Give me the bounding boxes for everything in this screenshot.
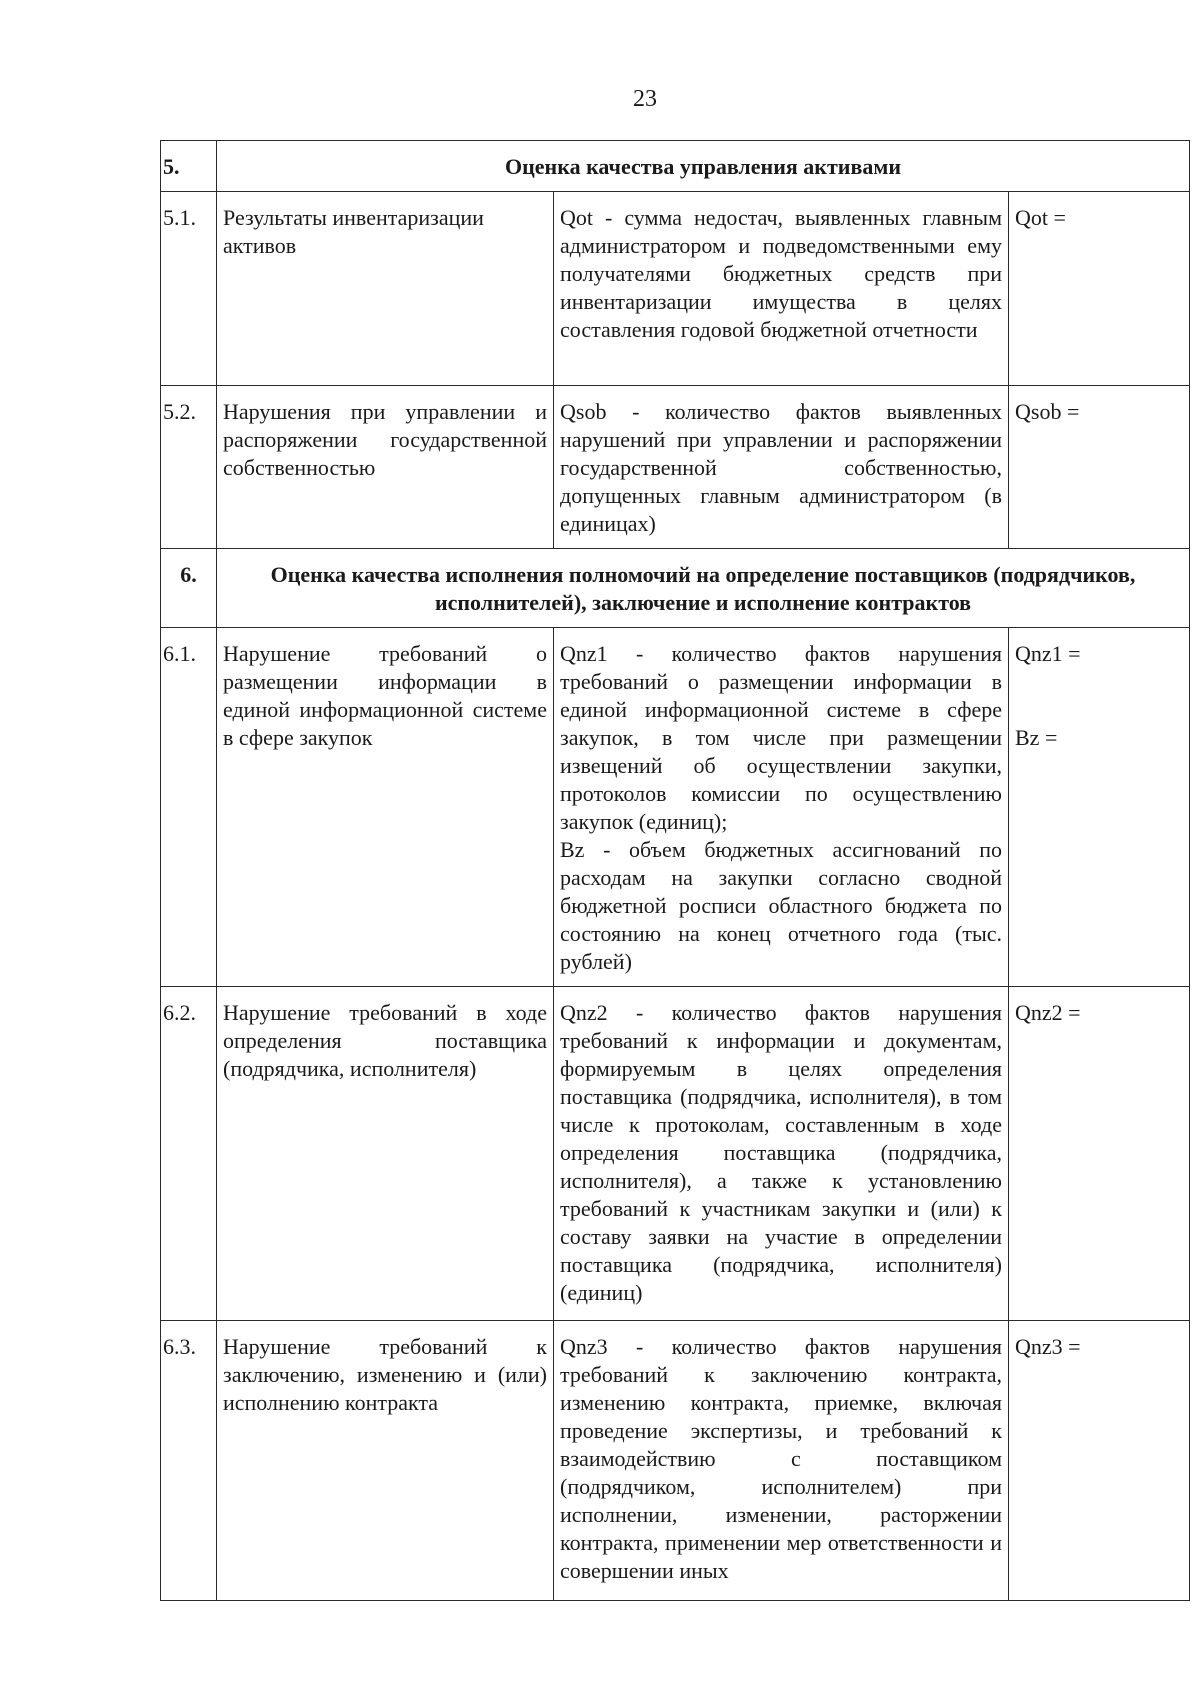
table-row	[161, 1321, 1190, 1601]
indicator-description: Qnz3 - количество фактов нарушения требований к заключению контракта, изменению контракта, приемке, включая проведение экспертизы, и требований к взаимодействию с поставщиком (подрядчиком, исполнителем) при исполнении, изменении, расторжении контракта, применении мер ответственности и совершении иных	[554, 1321, 1009, 1601]
row-number: 5.1.	[161, 192, 217, 386]
indicator-value-line: Bz =	[1015, 725, 1058, 750]
section-header	[161, 141, 1190, 192]
indicator-name: Результаты инвентаризации активов	[217, 192, 554, 386]
table-row	[161, 386, 1190, 549]
page-number: 23	[633, 86, 657, 112]
table-row	[161, 192, 1190, 386]
row-number: 5.2.	[161, 386, 217, 549]
indicator-description-part: Bz - объем бюджетных ассигнований по расходам на закупки согласно сводной бюджетной росписи областного бюджета по состоянию на конец отчетного года (тыс. рублей)	[560, 837, 1002, 974]
indicator-description	[554, 628, 1009, 987]
row-number: 6.2.	[161, 987, 217, 1321]
indicator-description-part: Qnz1 - количество фактов нарушения требований о размещении информации в единой информационной системе в сфере закупок, в том числе при размещении извещений об осуществлении закупки, протоколов комиссии по осуществлению закупок (единиц);	[560, 641, 1002, 834]
indicator-value: Qnz2 =	[1009, 987, 1190, 1321]
indicator-name: Нарушение требований о размещении информации в единой информационной системе в сфере закупок	[217, 628, 554, 987]
section-number: 5.	[161, 141, 217, 192]
indicator-value: Qnz3 =	[1009, 1321, 1190, 1601]
indicator-value: Qot =	[1009, 192, 1190, 386]
table-row	[161, 628, 1190, 987]
indicator-description: Qnz2 - количество фактов нарушения требований к информации и документам, формируемым в целях определения поставщика (подрядчика, исполнителя), в том числе к протоколам, составленным в ходе определения поставщика (подрядчика, исполнителя), а также к установлению требований к участникам закупки и (или) к составу заявки на участие в определении поставщика (подрядчика, исполнителя) (единиц)	[554, 987, 1009, 1321]
section-title: Оценка качества исполнения полномочий на определение поставщиков (подрядчиков, исполнителей), заключение и исполнение контрактов	[217, 549, 1190, 628]
indicator-name: Нарушение требований к заключению, изменению и (или) исполнению контракта	[217, 1321, 554, 1601]
indicator-description: Qsob - количество фактов выявленных нарушений при управлении и распоряжении государственной собственностью, допущенных главным администратором (в единицах)	[554, 386, 1009, 549]
indicator-name: Нарушение требований в ходе определения поставщика (подрядчика, исполнителя)	[217, 987, 554, 1321]
row-number: 6.3.	[161, 1321, 217, 1601]
row-number: 6.1.	[161, 628, 217, 987]
indicators-table	[160, 140, 1190, 1601]
indicator-value	[1009, 628, 1190, 987]
indicator-value: Qsob =	[1009, 386, 1190, 549]
section-number: 6.	[161, 549, 217, 628]
section-header	[161, 549, 1190, 628]
table-row	[161, 987, 1190, 1321]
section-title: Оценка качества управления активами	[217, 141, 1190, 192]
indicator-description: Qot - сумма недостач, выявленных главным администратором и подведомственными ему получателями бюджетных средств при инвентаризации имущества в целях составления годовой бюджетной отчетности	[554, 192, 1009, 386]
indicator-value-line: Qnz1 =	[1015, 641, 1081, 666]
indicator-name: Нарушения при управлении и распоряжении государственной собственностью	[217, 386, 554, 549]
